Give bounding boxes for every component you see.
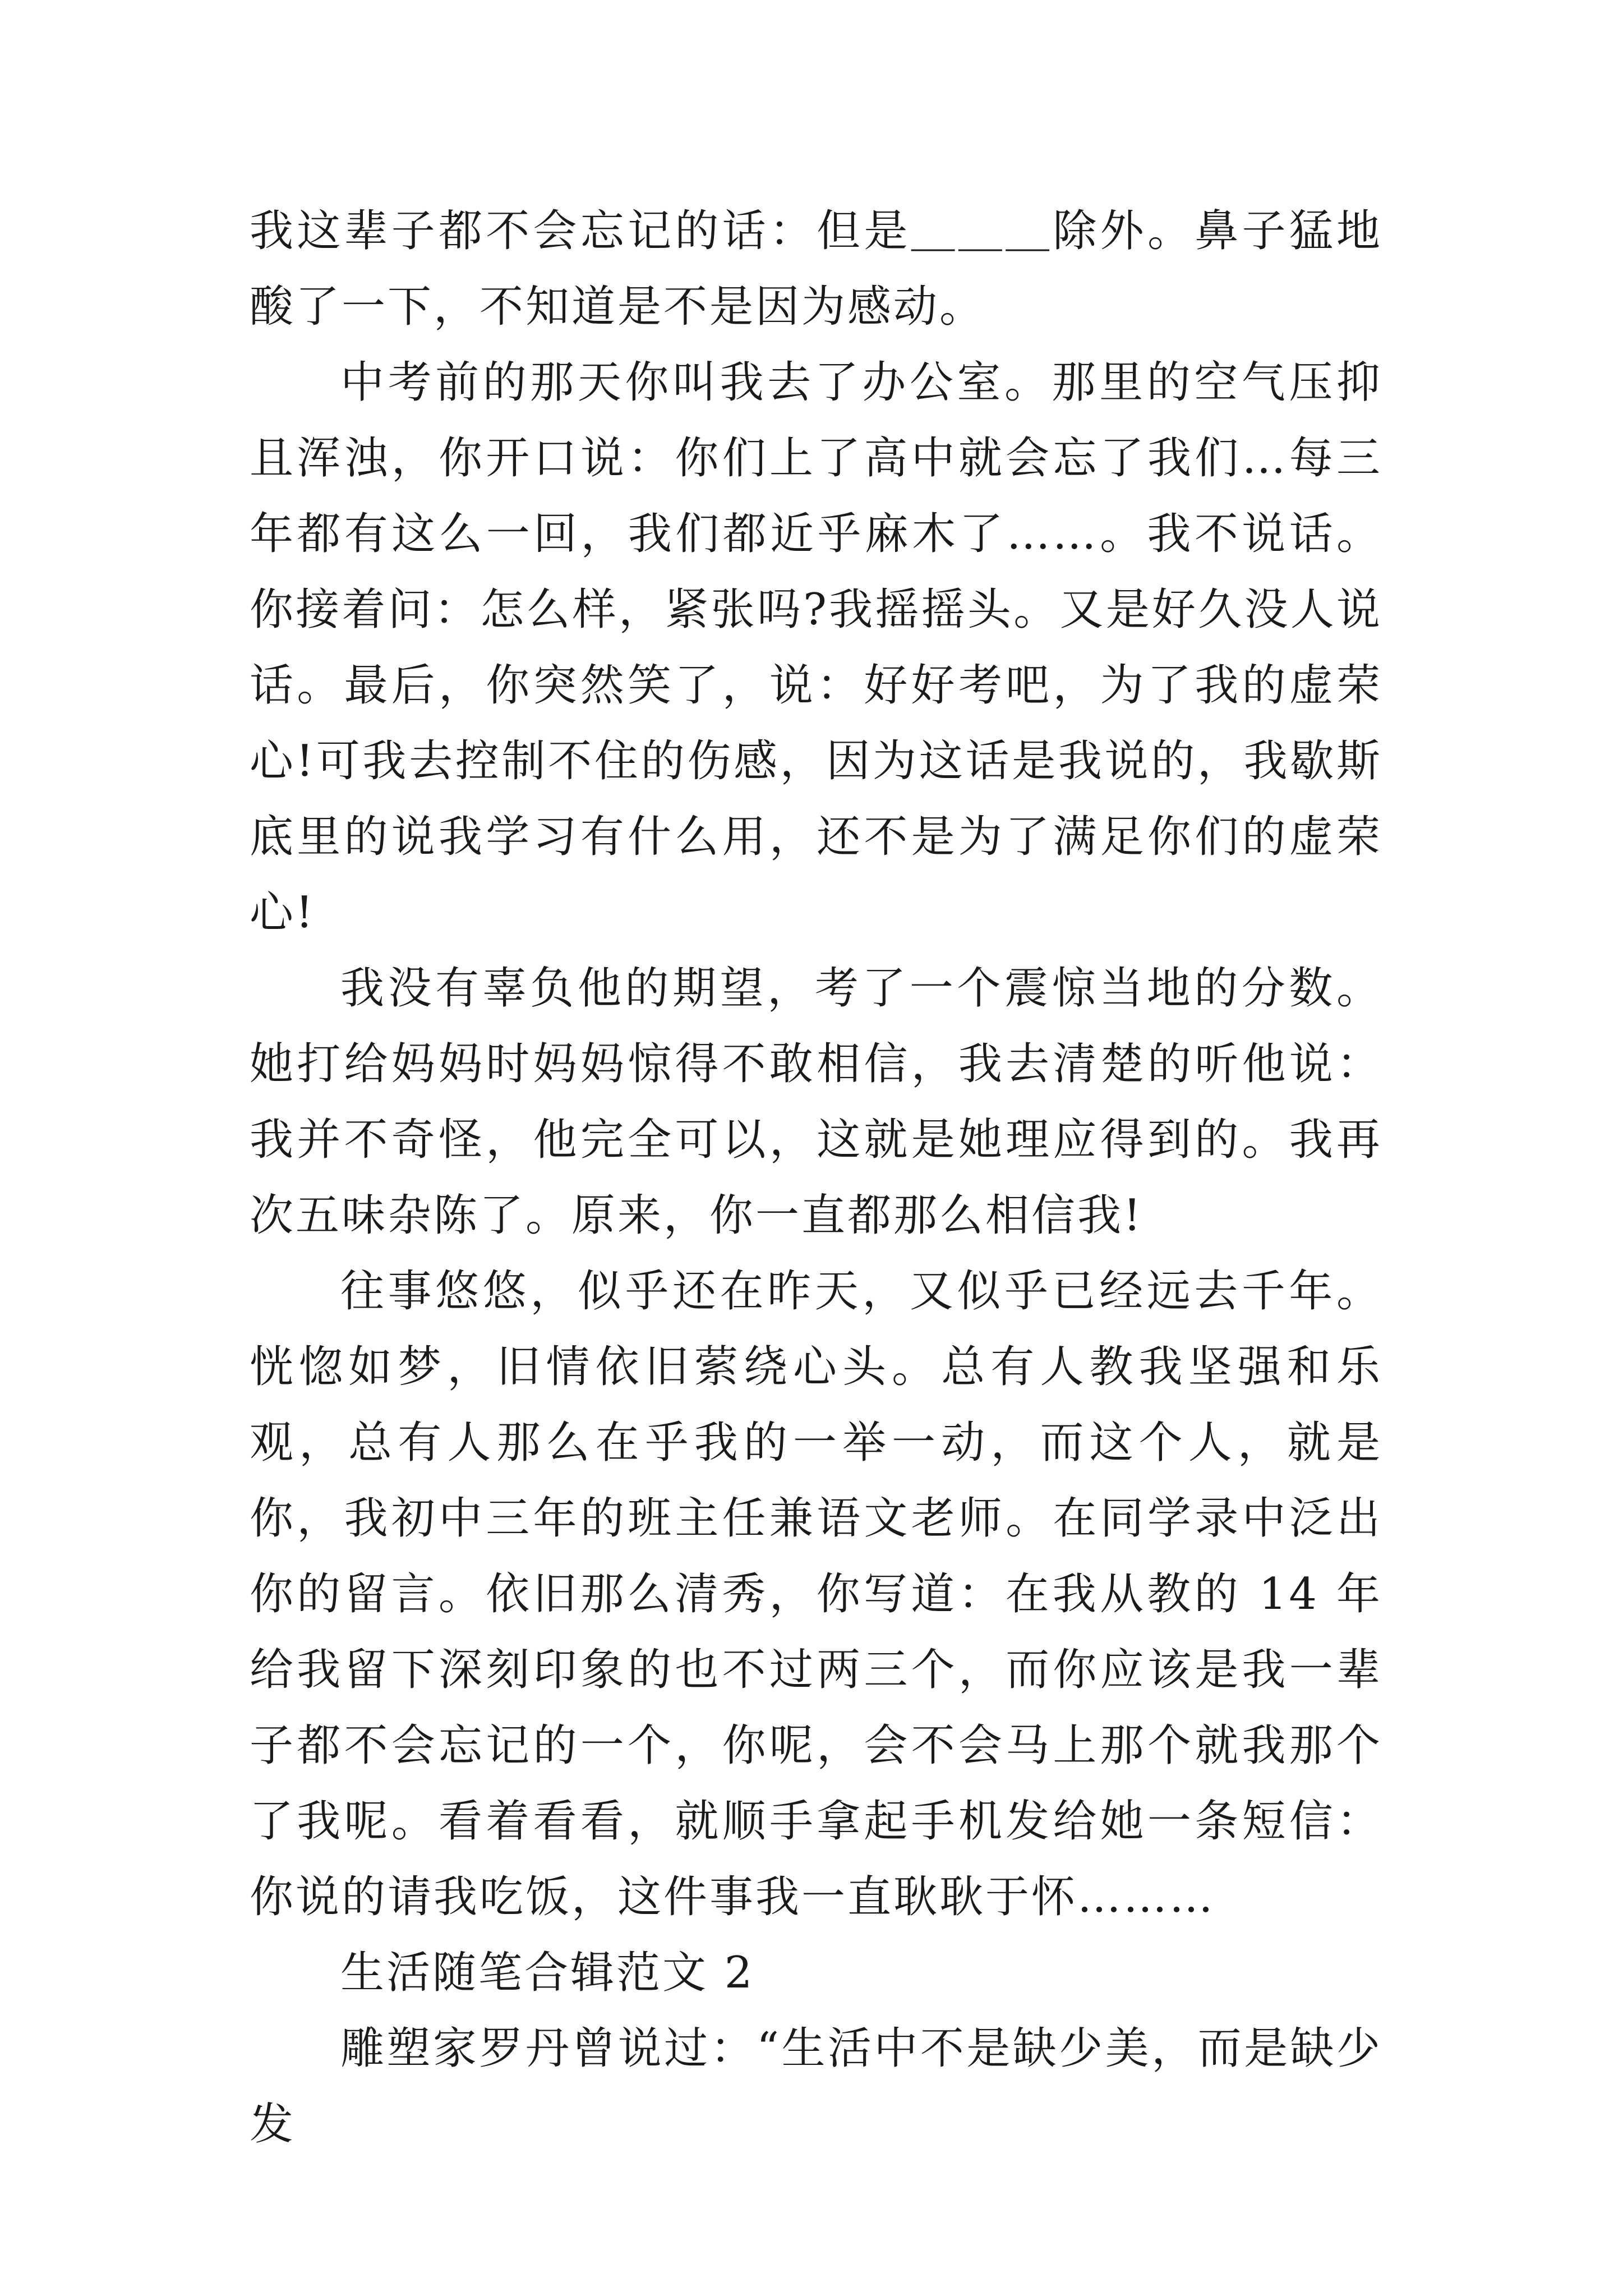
paragraph-3: 我没有辜负他的期望，考了一个震惊当地的分数。她打给妈妈时妈妈惊得不敢相信，我去清楚的听他说：我并不奇怪，他完全可以，这就是她理应得到的。我再次五味杂陈了。原来，你一直都那么相信我! [250, 963, 1382, 1241]
paragraph-2: 中考前的那天你叫我去了办公室。那里的空气压抑且浑浊，你开口说：你们上了高中就会忘了我们…每三年都有这么一回，我们都近乎麻木了……。我不说话。你接着问：怎么样，紧张吗?我摇摇头。又是好久没人说话。最后，你突然笑了，说：好好考吧，为了我的虚荣心!可我去控制不住的伤感，因为这话是我说的，我歇斯底里的说我学习有什么用，还不是为了满足你们的虚荣心! [250, 357, 1382, 938]
paragraph-5: 雕塑家罗丹曾说过：“生活中不是缺少美，而是缺少发 [250, 2023, 1382, 2150]
paragraph-1: 我这辈子都不会忘记的话：但是＿＿＿除外。鼻子猛地酸了一下，不知道是不是因为感动。 [250, 206, 1382, 332]
paragraph-4: 往事悠悠，似乎还在昨天，又似乎已经远去千年。恍惚如梦，旧情依旧萦绕心头。总有人教我坚强和乐观，总有人那么在乎我的一举一动，而这个人，就是你，我初中三年的班主任兼语文老师。在同学录中泛出你的留言。依旧那么清秀，你写道：在我从教的 14 年给我留下深刻印象的也不过两三个，而你应该是我一辈子都不会忘记的一个，你呢，会不会马上那个就我那个了我呢。看着看看，就顺手拿起手机发给她一条短信：你说的请我吃饭，这件事我一直耿耿于怀……… [250, 1266, 1382, 1922]
document-body [250, 194, 1382, 2162]
section-heading: 生活随笔合辑范文 2 [340, 1948, 755, 1998]
